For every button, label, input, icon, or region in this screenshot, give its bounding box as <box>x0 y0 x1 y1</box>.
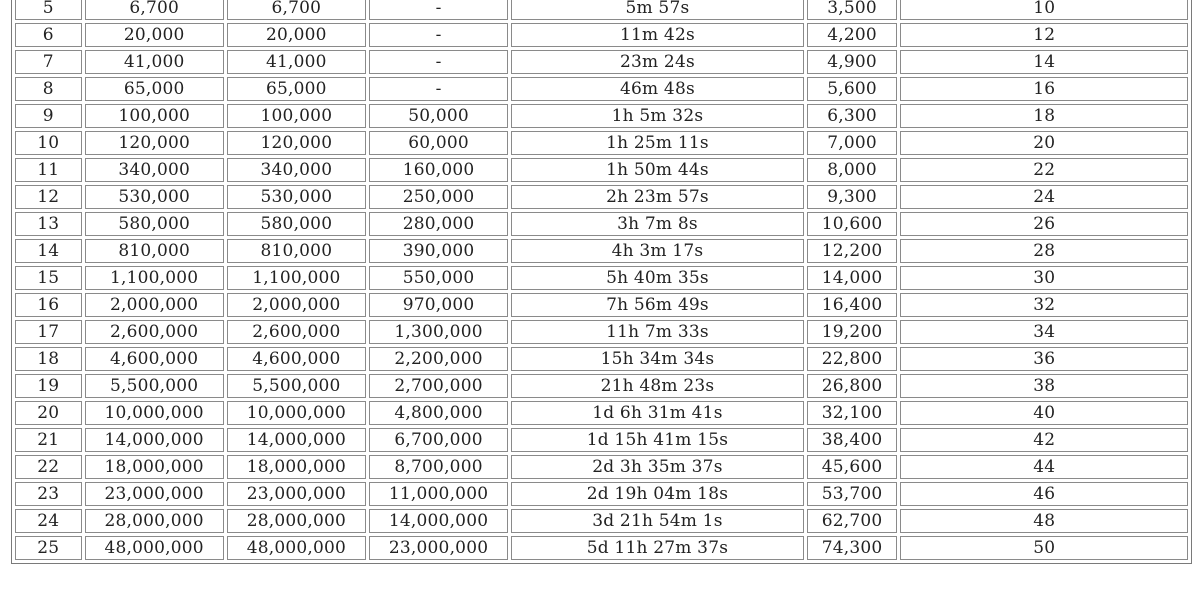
cost-b-cell: 580,000 <box>227 212 366 236</box>
level-cell: 8 <box>15 77 82 101</box>
cost-b-cell: 20,000 <box>227 23 366 47</box>
cost-b-cell: 810,000 <box>227 239 366 263</box>
reward-cell: 18 <box>900 104 1188 128</box>
reward-cell: 44 <box>900 455 1188 479</box>
points-cell: 16,400 <box>807 293 898 317</box>
cost-b-cell: 4,600,000 <box>227 347 366 371</box>
cost-c-cell: 160,000 <box>369 158 508 182</box>
points-cell: 4,900 <box>807 50 898 74</box>
cost-b-cell: 120,000 <box>227 131 366 155</box>
table-row <box>15 266 1188 290</box>
cost-c-cell: 60,000 <box>369 131 508 155</box>
points-cell: 4,200 <box>807 23 898 47</box>
level-cell: 14 <box>15 239 82 263</box>
reward-cell: 20 <box>900 131 1188 155</box>
time-cell: 3d 21h 54m 1s <box>511 509 804 533</box>
level-cell: 22 <box>15 455 82 479</box>
table-row <box>15 374 1188 398</box>
reward-cell: 16 <box>900 77 1188 101</box>
level-cell: 17 <box>15 320 82 344</box>
cost-b-cell: 2,600,000 <box>227 320 366 344</box>
reward-cell: 28 <box>900 239 1188 263</box>
cost-c-cell: 280,000 <box>369 212 508 236</box>
cost-a-cell: 18,000,000 <box>85 455 224 479</box>
time-cell: 5m 57s <box>511 0 804 20</box>
cost-a-cell: 14,000,000 <box>85 428 224 452</box>
cost-a-cell: 10,000,000 <box>85 401 224 425</box>
level-cell: 21 <box>15 428 82 452</box>
time-cell: 5h 40m 35s <box>511 266 804 290</box>
table-row <box>15 536 1188 560</box>
level-cell: 11 <box>15 158 82 182</box>
reward-cell: 12 <box>900 23 1188 47</box>
points-cell: 3,500 <box>807 0 898 20</box>
cost-c-cell: - <box>369 77 508 101</box>
cost-a-cell: 580,000 <box>85 212 224 236</box>
cost-b-cell: 6,700 <box>227 0 366 20</box>
table-row <box>15 212 1188 236</box>
time-cell: 46m 48s <box>511 77 804 101</box>
points-cell: 62,700 <box>807 509 898 533</box>
cost-c-cell: 50,000 <box>369 104 508 128</box>
upgrade-table <box>11 0 1192 564</box>
points-cell: 8,000 <box>807 158 898 182</box>
cost-b-cell: 10,000,000 <box>227 401 366 425</box>
cost-c-cell: 11,000,000 <box>369 482 508 506</box>
table-row <box>15 185 1188 209</box>
time-cell: 15h 34m 34s <box>511 347 804 371</box>
reward-cell: 38 <box>900 374 1188 398</box>
time-cell: 1h 50m 44s <box>511 158 804 182</box>
cost-a-cell: 530,000 <box>85 185 224 209</box>
cost-a-cell: 2,600,000 <box>85 320 224 344</box>
table-row <box>15 320 1188 344</box>
cost-a-cell: 340,000 <box>85 158 224 182</box>
points-cell: 7,000 <box>807 131 898 155</box>
table-row <box>15 50 1188 74</box>
points-cell: 5,600 <box>807 77 898 101</box>
cost-b-cell: 65,000 <box>227 77 366 101</box>
reward-cell: 14 <box>900 50 1188 74</box>
points-cell: 45,600 <box>807 455 898 479</box>
points-cell: 6,300 <box>807 104 898 128</box>
table-body <box>15 0 1188 560</box>
reward-cell: 42 <box>900 428 1188 452</box>
reward-cell: 34 <box>900 320 1188 344</box>
points-cell: 12,200 <box>807 239 898 263</box>
cost-c-cell: 2,700,000 <box>369 374 508 398</box>
level-cell: 19 <box>15 374 82 398</box>
cost-b-cell: 100,000 <box>227 104 366 128</box>
level-cell: 23 <box>15 482 82 506</box>
table-row <box>15 23 1188 47</box>
table-row <box>15 482 1188 506</box>
cost-c-cell: - <box>369 23 508 47</box>
time-cell: 1h 25m 11s <box>511 131 804 155</box>
table-row <box>15 131 1188 155</box>
level-cell: 16 <box>15 293 82 317</box>
cost-c-cell: 6,700,000 <box>369 428 508 452</box>
time-cell: 21h 48m 23s <box>511 374 804 398</box>
cost-a-cell: 100,000 <box>85 104 224 128</box>
table-row <box>15 428 1188 452</box>
time-cell: 2h 23m 57s <box>511 185 804 209</box>
table-row <box>15 158 1188 182</box>
cost-b-cell: 530,000 <box>227 185 366 209</box>
cost-b-cell: 2,000,000 <box>227 293 366 317</box>
level-cell: 6 <box>15 23 82 47</box>
level-cell: 15 <box>15 266 82 290</box>
cost-c-cell: 8,700,000 <box>369 455 508 479</box>
cost-b-cell: 48,000,000 <box>227 536 366 560</box>
points-cell: 19,200 <box>807 320 898 344</box>
cost-c-cell: 14,000,000 <box>369 509 508 533</box>
points-cell: 10,600 <box>807 212 898 236</box>
reward-cell: 22 <box>900 158 1188 182</box>
cost-b-cell: 41,000 <box>227 50 366 74</box>
reward-cell: 32 <box>900 293 1188 317</box>
points-cell: 38,400 <box>807 428 898 452</box>
points-cell: 26,800 <box>807 374 898 398</box>
time-cell: 2d 3h 35m 37s <box>511 455 804 479</box>
table-row <box>15 455 1188 479</box>
level-cell: 7 <box>15 50 82 74</box>
cost-c-cell: 970,000 <box>369 293 508 317</box>
cost-a-cell: 6,700 <box>85 0 224 20</box>
level-cell: 20 <box>15 401 82 425</box>
level-cell: 9 <box>15 104 82 128</box>
cost-c-cell: 550,000 <box>369 266 508 290</box>
cost-b-cell: 28,000,000 <box>227 509 366 533</box>
time-cell: 11h 7m 33s <box>511 320 804 344</box>
cost-c-cell: - <box>369 50 508 74</box>
points-cell: 74,300 <box>807 536 898 560</box>
reward-cell: 10 <box>900 0 1188 20</box>
points-cell: 53,700 <box>807 482 898 506</box>
cost-c-cell: - <box>369 0 508 20</box>
table-row <box>15 293 1188 317</box>
cost-c-cell: 250,000 <box>369 185 508 209</box>
level-cell: 13 <box>15 212 82 236</box>
table-row <box>15 104 1188 128</box>
level-cell: 25 <box>15 536 82 560</box>
points-cell: 9,300 <box>807 185 898 209</box>
points-cell: 14,000 <box>807 266 898 290</box>
time-cell: 11m 42s <box>511 23 804 47</box>
reward-cell: 30 <box>900 266 1188 290</box>
cost-a-cell: 4,600,000 <box>85 347 224 371</box>
cost-a-cell: 5,500,000 <box>85 374 224 398</box>
cost-b-cell: 18,000,000 <box>227 455 366 479</box>
cost-a-cell: 41,000 <box>85 50 224 74</box>
reward-cell: 24 <box>900 185 1188 209</box>
time-cell: 7h 56m 49s <box>511 293 804 317</box>
level-cell: 10 <box>15 131 82 155</box>
time-cell: 2d 19h 04m 18s <box>511 482 804 506</box>
reward-cell: 36 <box>900 347 1188 371</box>
table-row <box>15 0 1188 20</box>
cost-a-cell: 2,000,000 <box>85 293 224 317</box>
cost-b-cell: 5,500,000 <box>227 374 366 398</box>
cost-c-cell: 390,000 <box>369 239 508 263</box>
table-row <box>15 347 1188 371</box>
cost-a-cell: 810,000 <box>85 239 224 263</box>
cost-b-cell: 1,100,000 <box>227 266 366 290</box>
cost-c-cell: 2,200,000 <box>369 347 508 371</box>
cost-b-cell: 340,000 <box>227 158 366 182</box>
cost-a-cell: 65,000 <box>85 77 224 101</box>
cost-a-cell: 120,000 <box>85 131 224 155</box>
cost-c-cell: 1,300,000 <box>369 320 508 344</box>
time-cell: 1d 15h 41m 15s <box>511 428 804 452</box>
points-cell: 22,800 <box>807 347 898 371</box>
cost-c-cell: 4,800,000 <box>369 401 508 425</box>
reward-cell: 48 <box>900 509 1188 533</box>
time-cell: 4h 3m 17s <box>511 239 804 263</box>
cost-a-cell: 1,100,000 <box>85 266 224 290</box>
table-row <box>15 509 1188 533</box>
table-row <box>15 239 1188 263</box>
cost-b-cell: 14,000,000 <box>227 428 366 452</box>
reward-cell: 40 <box>900 401 1188 425</box>
reward-cell: 46 <box>900 482 1188 506</box>
time-cell: 1d 6h 31m 41s <box>511 401 804 425</box>
table-row <box>15 401 1188 425</box>
cost-a-cell: 48,000,000 <box>85 536 224 560</box>
cost-c-cell: 23,000,000 <box>369 536 508 560</box>
table-row <box>15 77 1188 101</box>
time-cell: 5d 11h 27m 37s <box>511 536 804 560</box>
points-cell: 32,100 <box>807 401 898 425</box>
time-cell: 23m 24s <box>511 50 804 74</box>
upgrade-table-container <box>11 0 1192 564</box>
reward-cell: 50 <box>900 536 1188 560</box>
level-cell: 12 <box>15 185 82 209</box>
cost-a-cell: 23,000,000 <box>85 482 224 506</box>
cost-a-cell: 20,000 <box>85 23 224 47</box>
cost-a-cell: 28,000,000 <box>85 509 224 533</box>
time-cell: 3h 7m 8s <box>511 212 804 236</box>
level-cell: 5 <box>15 0 82 20</box>
level-cell: 18 <box>15 347 82 371</box>
level-cell: 24 <box>15 509 82 533</box>
time-cell: 1h 5m 32s <box>511 104 804 128</box>
reward-cell: 26 <box>900 212 1188 236</box>
cost-b-cell: 23,000,000 <box>227 482 366 506</box>
